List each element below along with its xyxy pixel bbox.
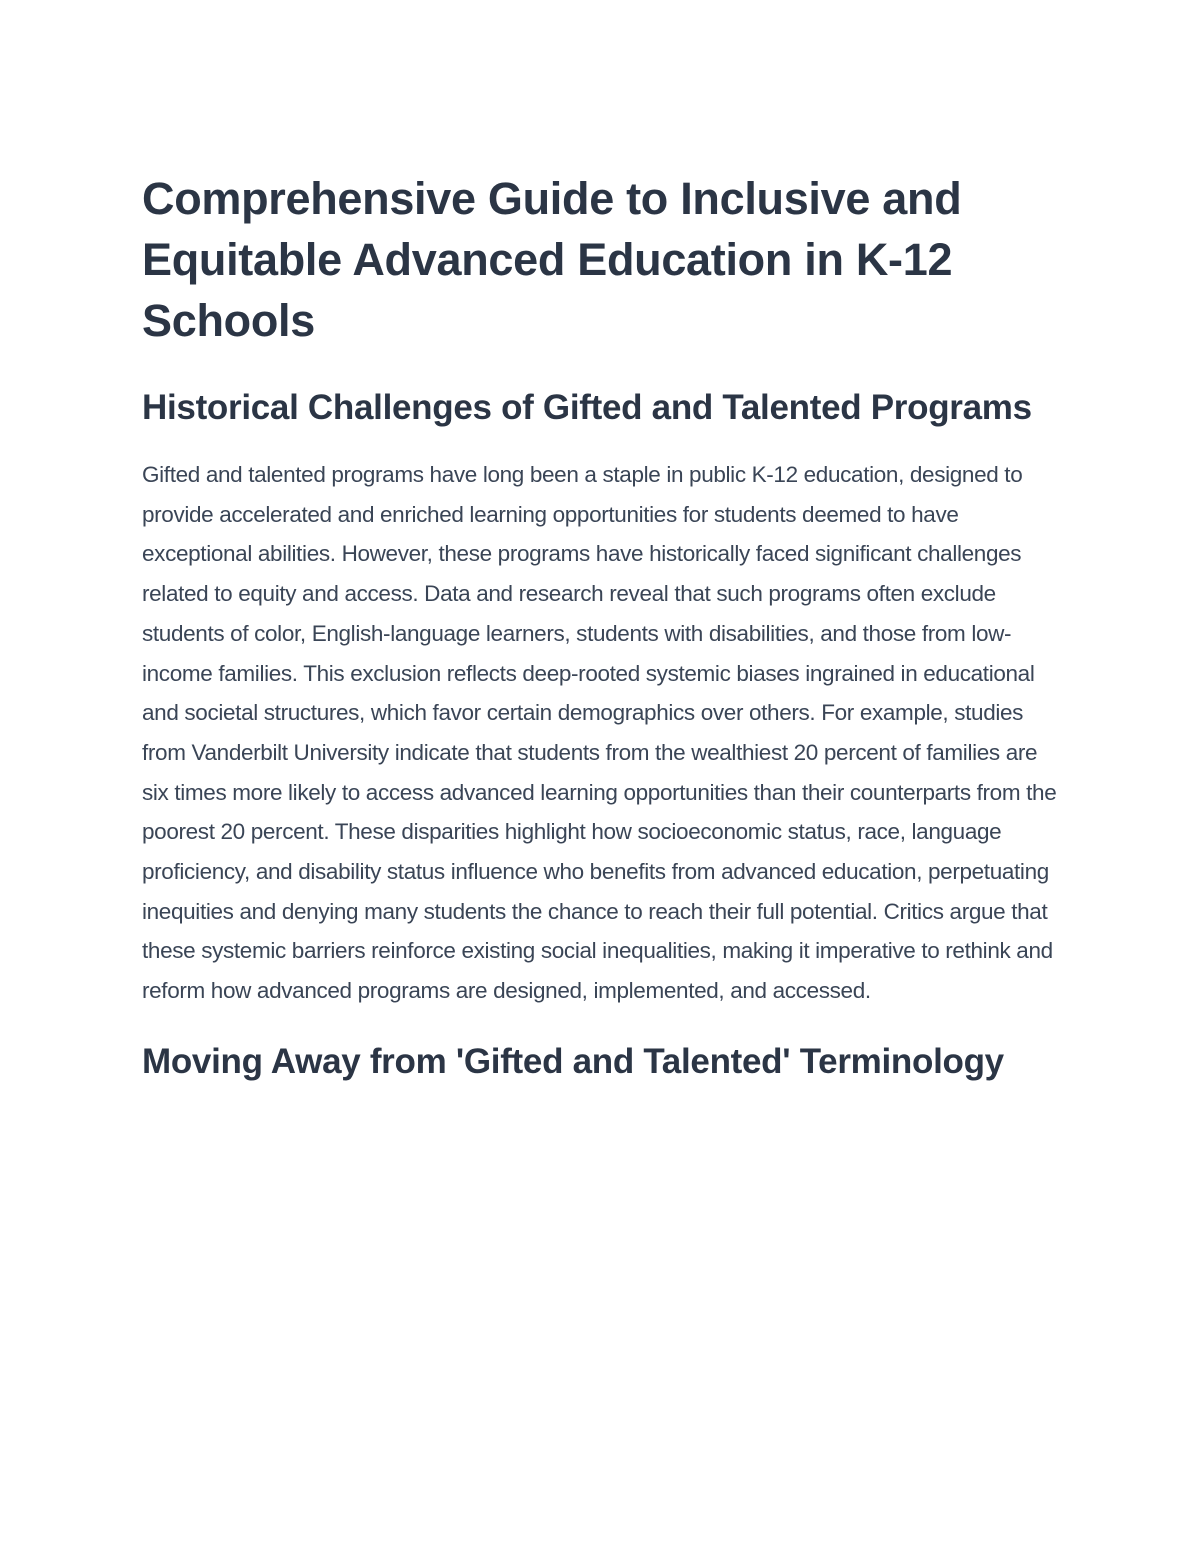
document-page xyxy=(142,168,1062,1091)
section-paragraph-historical-challenges: Gifted and talented programs have long been a staple in public K-12 education, designed to provide accelerated and enriched learning opportunities for students deemed to have exceptional abilities. However, these programs have historically faced significant challenges related to equity and access. Data and research reveal that such programs often exclude students of color, English-language learners, students with disabilities, and those from low-income families. This exclusion reflects deep-rooted systemic biases ingrained in educational and societal structures, which favor certain demographics over others. For example, studies from Vanderbilt University indicate that students from the wealthiest 20 percent of families are six times more likely to access advanced learning opportunities than their counterparts from the poorest 20 percent. These disparities highlight how socioeconomic status, race, language proficiency, and disability status influence who benefits from advanced education, perpetuating inequities and denying many students the chance to reach their full potential. Critics argue that these systemic barriers reinforce existing social inequalities, making it imperative to rethink and reform how advanced programs are designed, implemented, and accessed. xyxy=(142,462,1057,1004)
section-heading-historical-challenges: Historical Challenges of Gifted and Talented Programs xyxy=(142,388,1032,427)
section-heading-terminology: Moving Away from 'Gifted and Talented' Terminology xyxy=(142,1041,1004,1081)
document-title: Comprehensive Guide to Inclusive and Equitable Advanced Education in K-12 Schools xyxy=(142,173,962,346)
